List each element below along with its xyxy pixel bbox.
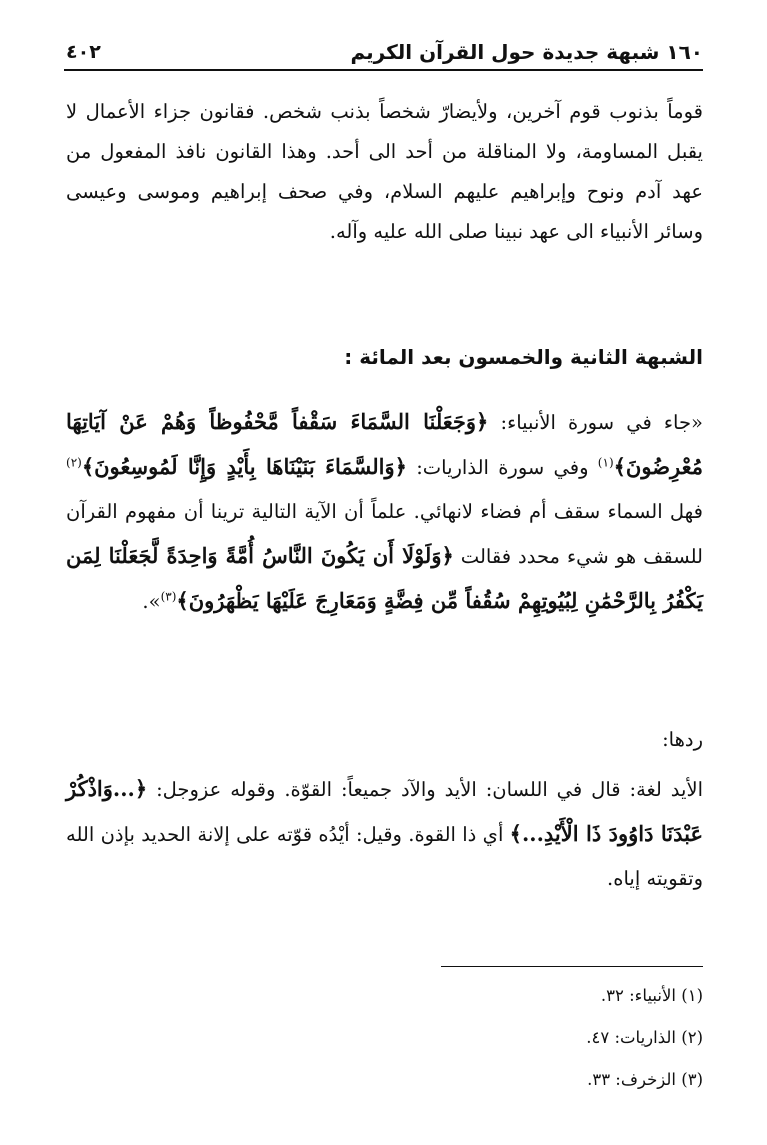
- page-number: ٤٠٢: [66, 41, 101, 63]
- quran-verse-2: ﴿وَالسَّمَاءَ بَنَيْنَاهَا بِأَيْدٍ وَإِنَّا لَمُوسِعُونَ﴾: [81, 454, 407, 479]
- running-title: ١٦٠ شبهة جديدة حول القرآن الكريم: [350, 40, 703, 64]
- paragraph-text: قوماً بذنوب قوم آخرين، ولأيضارّ شخصاً بذنب شخص. فقانون جزاء الأعمال لا يقبل المساومة، ولا المناقلة من أحد الى أحد. وهذا القانون نافذ المفعول من عهد آدم ونوح وإبراهيم عليهم السلام، وفي صحف إبراهيم وموسى وعيسى وسائر الأنبياء الى عهد نبينا صلى الله عليه وآله.: [66, 100, 703, 243]
- objection-text: [66, 400, 703, 624]
- objection-end: ».: [142, 590, 161, 613]
- footnote-ref-3: (٣): [160, 589, 177, 604]
- objection-intro: «جاء في سورة الأنبياء:: [488, 411, 703, 434]
- reply-text-a: الأيد لغة: قال في اللسان: الأيد والآد جميعاً: القوّة. وقوله عزوجل:: [147, 778, 703, 801]
- footnote-2: (٢) الذاريات: ٤٧.: [586, 1028, 703, 1047]
- reply-text: [66, 767, 703, 901]
- reply-paragraph: [66, 767, 703, 901]
- quran-verse-3: ﴿وَلَوْلَا أَن يَكُونَ النَّاسُ أُمَّةً وَاحِدَةً لَّجَعَلْنَا لِمَن يَكْفُرُ بِالرَّحْمَٰنِ لِبُيُوتِهِمْ سُقُفاً مِّن فِضَّةٍ وَمَعَارِجَ عَلَيْهَا يَظْهَرُونَ﴾: [66, 543, 703, 613]
- objection-mid-1: وفي سورة الذاريات:: [406, 456, 598, 479]
- reply-text-b: أي ذا القوة. وقيل: أيْدُه قوّته على إلانة الحديد بإذن الله وتقويته إياه.: [66, 823, 703, 890]
- header-rule: [64, 69, 703, 71]
- paragraph-continuation: [66, 92, 703, 252]
- section-heading: الشبهة الثانية والخمسون بعد المائة :: [344, 345, 703, 369]
- running-header: [66, 32, 703, 66]
- objection-mid-2: فهل السماء سقف أم فضاء لانهائي. علماً أن الآية التالية ترينا أن مفهوم القرآن للسقف هو شيء محدد فقالت: [66, 500, 703, 568]
- footnotes: [66, 982, 703, 1108]
- reply-label: ردها:: [662, 728, 703, 751]
- footnote-3: (٣) الزخرف: ٣٣.: [587, 1070, 703, 1089]
- footnote-1: (١) الأنبياء: ٣٢.: [600, 986, 703, 1005]
- objection-paragraph: [66, 400, 703, 624]
- footnote-rule: [441, 966, 703, 967]
- footnote-ref-2: (٢): [66, 455, 82, 470]
- quran-verse-4: ﴿...وَاذْكُرْ عَبْدَنَا دَاوُودَ ذَا الْأَيْدِ...﴾: [66, 776, 703, 846]
- footnote-ref-1: (١): [597, 455, 614, 470]
- quran-verse-1: ﴿وَجَعَلْنَا السَّمَاءَ سَقْفاً مَّحْفُوظاً وَهُمْ عَنْ آيَاتِهَا مُعْرِضُونَ﴾: [66, 409, 703, 479]
